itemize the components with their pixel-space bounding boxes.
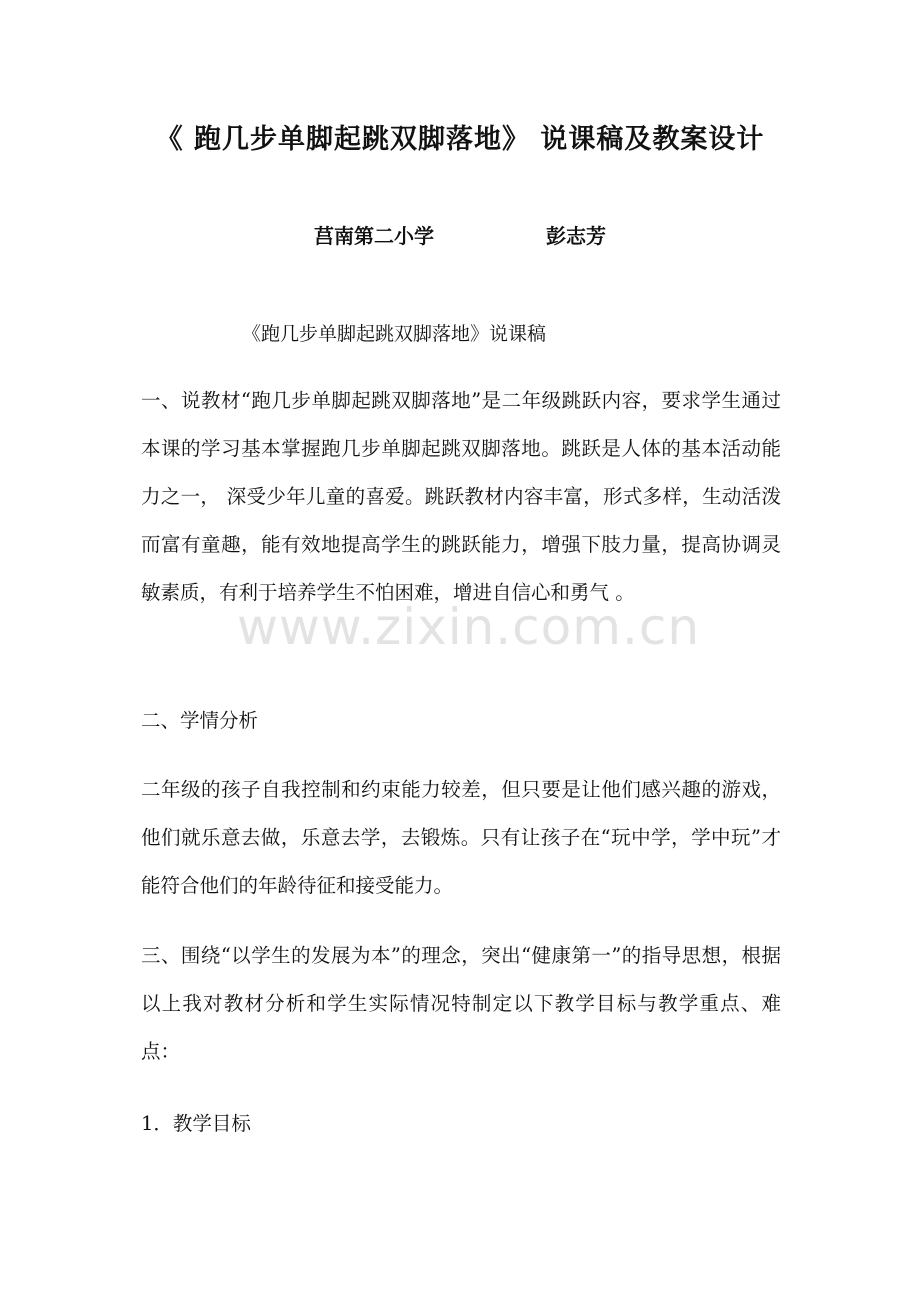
byline: [0, 220, 920, 249]
document-subtitle: 《跑几步单脚起跳双脚落地》说课稿: [242, 323, 547, 345]
section-teaching-goals-intro: 三、围绕“以学生的发展为本”的理念，突出“健康第一”的指导思想，根据以上我对教材分析和学生实际情况特制定以下教学目标与教学重点、难点：: [141, 944, 781, 1063]
section-teaching-material: 一、说教材“跑几步单脚起跳双脚落地”是二年级跳跃内容，要求学生通过本课的学习基本掌握跑几步单脚起跳双脚落地。跳跃是人体的基本活动能力之一， 深受少年儿童的喜爱。跳跃教材内容丰富，形式多样，生动活泼而富有童趣，能有效地提高学生的跳跃能力，增强下肢力量，提高协调灵敏素质，有利于培养学生不怕困难，增进自信心和勇气 。: [141, 389, 781, 604]
section-heading-student-analysis: 二、学情分析: [141, 709, 259, 732]
list-item-teaching-objectives: 1．教学目标: [141, 1112, 251, 1135]
document-title: 《 跑几步单脚起跳双脚落地》 说课稿及教案设计: [155, 124, 765, 155]
watermark: www.zixin.com.cn: [237, 598, 701, 656]
section-student-analysis: 二年级的孩子自我控制和约束能力较差，但只要是让他们感兴趣的游戏，他们就乐意去做，乐意去学，去锻炼。只有让孩子在“玩中学，学中玩”才能符合他们的年龄待征和接受能力。: [141, 778, 781, 897]
school-name: 莒南第二小学: [314, 224, 434, 248]
author-name: 彭志芳: [546, 224, 606, 248]
